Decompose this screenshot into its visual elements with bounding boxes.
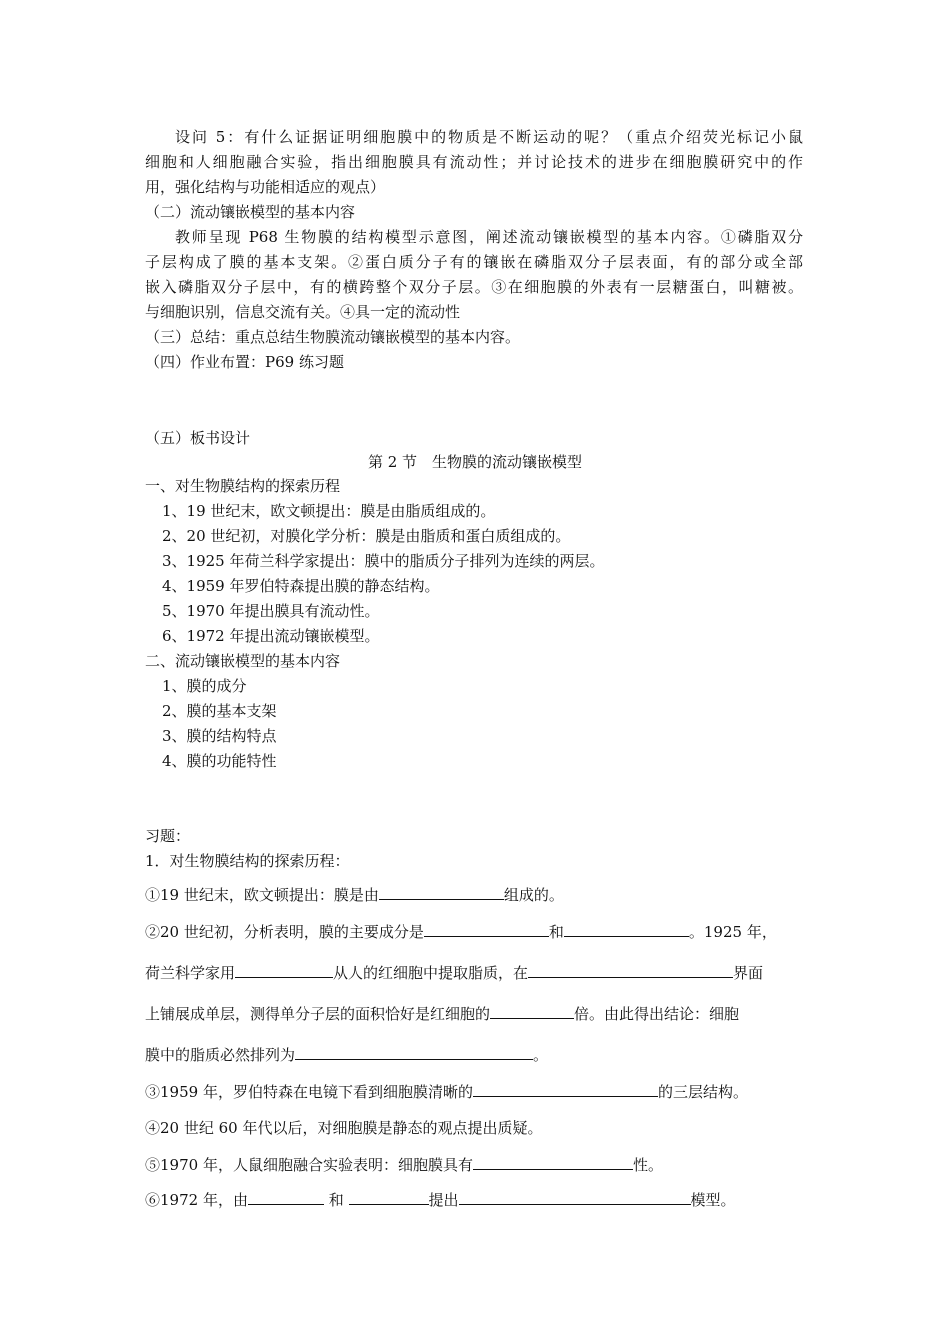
answer-blank[interactable] — [424, 922, 549, 937]
part-2-heading: 二、流动镶嵌模型的基本内容 — [145, 652, 341, 670]
exercise-item-4: ④20 世纪 60 年代以后，对细胞膜是静态的观点提出质疑。 — [145, 1119, 543, 1137]
answer-blank[interactable] — [490, 1004, 574, 1019]
part-2-item: 4、膜的功能特性 — [162, 752, 277, 770]
part-2-item: 2、膜的基本支架 — [162, 702, 277, 720]
section-2-para-line-4: 与细胞识别，信息交流有关。④具一定的流动性 — [145, 303, 461, 321]
part-1-item: 4、1959 年罗伯特森提出膜的静态结构。 — [162, 577, 440, 595]
answer-blank[interactable] — [349, 1190, 429, 1205]
part-1-heading: 一、对生物膜结构的探索历程 — [145, 477, 341, 495]
exercise-question-1: 1．对生物膜结构的探索历程： — [145, 852, 350, 870]
question-5-line-1: 设问 5：有什么证据证明细胞膜中的物质是不断运动的呢？（重点介绍荧光标记小鼠 — [175, 128, 803, 146]
question-5-line-2: 细胞和人细胞融合实验，指出细胞膜具有流动性；并讨论技术的进步在细胞膜研究中的作 — [145, 153, 803, 171]
part-1-item: 1、19 世纪末，欧文顿提出：膜是由脂质组成的。 — [162, 502, 496, 520]
question-5-line-3: 用，强化结构与功能相适应的观点） — [145, 178, 386, 196]
answer-blank[interactable] — [379, 885, 504, 900]
section-5-heading: （五）板书设计 — [145, 429, 251, 447]
part-1-item: 2、20 世纪初，对膜化学分析：膜是由脂质和蛋白质组成的。 — [162, 527, 571, 545]
board-title: 第 2 节 生物膜的流动镶嵌模型 — [367, 453, 583, 471]
exercise-item-6: ⑥1972 年，由 和 提出 模型。 — [145, 1191, 736, 1209]
answer-blank[interactable] — [473, 1082, 658, 1097]
answer-blank[interactable] — [235, 963, 333, 978]
part-2-item: 1、膜的成分 — [162, 677, 247, 695]
part-1-item: 5、1970 年提出膜具有流动性。 — [162, 602, 380, 620]
section-2-para-line-3: 嵌入磷脂双分子层中，有的横跨整个双分子层。③在细胞膜的外表有一层糖蛋白，叫糖被。 — [145, 278, 803, 296]
exercise-heading: 习题： — [145, 827, 191, 845]
part-2-item: 3、膜的结构特点 — [162, 727, 277, 745]
answer-blank[interactable] — [248, 1190, 324, 1205]
section-2-heading: （二）流动镶嵌模型的基本内容 — [145, 203, 356, 221]
exercise-item-1: ①19 世纪末，欧文顿提出：膜是由 组成的。 — [145, 886, 564, 904]
exercise-item-2-cont: 上铺展成单层，测得单分子层的面积恰好是红细胞的 倍。由此得出结论：细胞 — [145, 1005, 740, 1023]
section-4-heading: （四）作业布置：P69 练习题 — [145, 353, 344, 371]
part-1-item: 6、1972 年提出流动镶嵌模型。 — [162, 627, 380, 645]
answer-blank[interactable] — [459, 1190, 691, 1205]
answer-blank[interactable] — [528, 963, 733, 978]
section-2-para-line-2: 子层构成了膜的基本支架。②蛋白质分子有的镶嵌在磷脂双分子层表面，有的部分或全部 — [145, 253, 803, 271]
answer-blank[interactable] — [564, 922, 689, 937]
section-2-para-line-1: 教师呈现 P68 生物膜的结构模型示意图，阐述流动镶嵌模型的基本内容。①磷脂双分 — [175, 228, 803, 246]
answer-blank[interactable] — [295, 1045, 533, 1060]
exercise-item-5: ⑤1970 年，人鼠细胞融合实验表明：细胞膜具有 性。 — [145, 1156, 663, 1174]
answer-blank[interactable] — [473, 1155, 633, 1170]
exercise-item-2-cont: 膜中的脂质必然排列为 。 — [145, 1046, 549, 1064]
section-3-heading: （三）总结：重点总结生物膜流动镶嵌模型的基本内容。 — [145, 328, 521, 346]
exercise-item-2: ②20 世纪初，分析表明，膜的主要成分是 和 。1925 年， — [145, 923, 777, 941]
exercise-item-3: ③1959 年，罗伯特森在电镜下看到细胞膜清晰的 的三层结构。 — [145, 1083, 748, 1101]
exercise-item-2-cont: 荷兰科学家用 从人的红细胞中提取脂质，在 界面 — [145, 964, 764, 982]
part-1-item: 3、1925 年荷兰科学家提出：膜中的脂质分子排列为连续的两层。 — [162, 552, 605, 570]
